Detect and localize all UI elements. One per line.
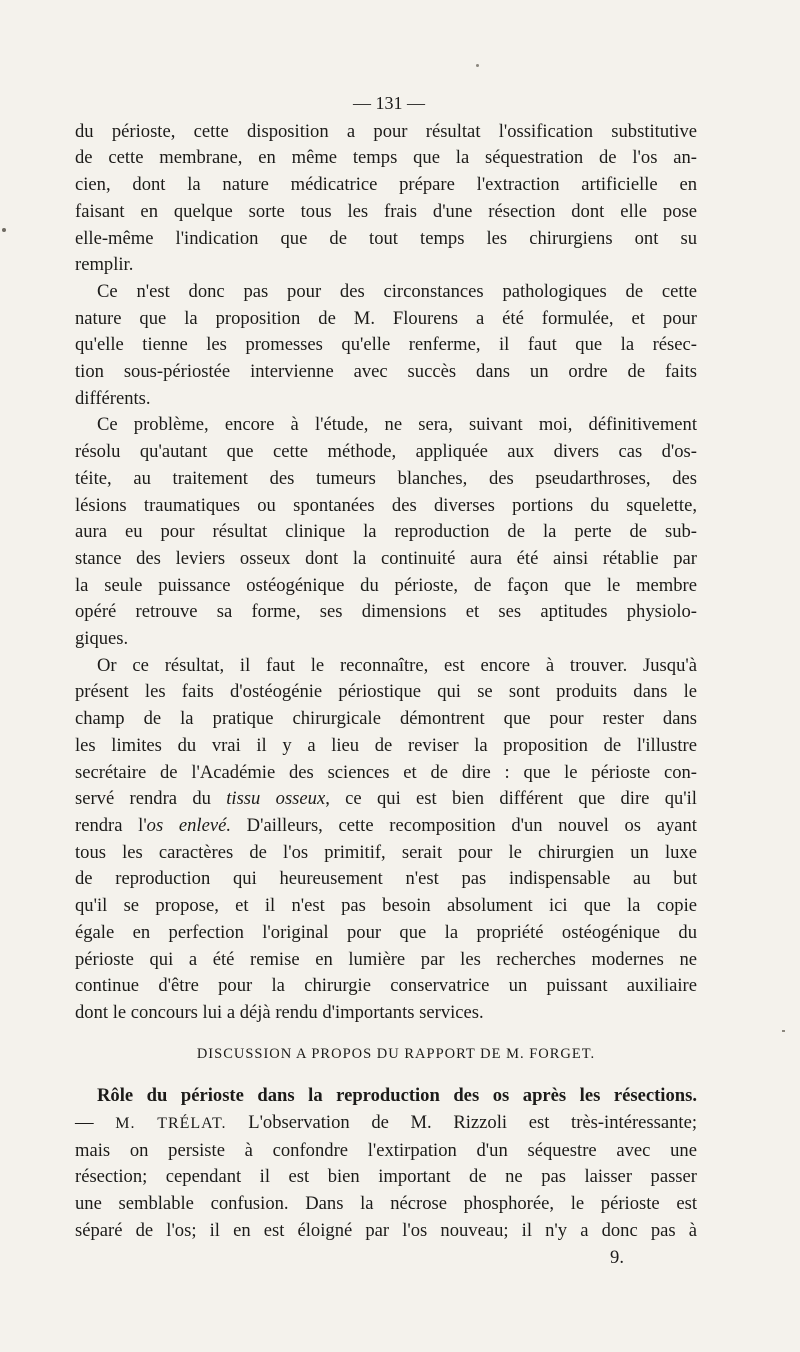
text-line: une semblable confusion. Dans la nécrose phosphorée, le périoste est: [75, 1193, 697, 1215]
text-run: rendra l': [75, 814, 147, 836]
text-line: opéré retrouve sa forme, ses dimensions et ses aptitudes physiolo-: [75, 601, 697, 623]
text-line: lésions traumatiques ou spontanées des diverses portions du squelette,: [75, 494, 697, 516]
text-line: égale en perfection l'original pour que la propriété ostéogénique du: [75, 921, 697, 943]
text-line: résection; cependant il est bien important de ne pas laisser passer: [75, 1166, 697, 1188]
speaker-name: M. TRÉLAT.: [115, 1115, 227, 1133]
text-line: les limites du vrai il y a lieu de reviser la proposition de l'illustre: [75, 734, 697, 756]
text-line: qu'elle tienne les promesses qu'elle renferme, il faut que la résec-: [75, 334, 697, 356]
text-line: tous les caractères de l'os primitif, serait pour le chirurgien un luxe: [75, 841, 697, 863]
margin-speck: [2, 228, 6, 232]
section-title: DISCUSSION A PROPOS DU RAPPORT DE M. FORGET.: [196, 1045, 596, 1062]
text-line: stance des leviers osseux dont la continuité aura été ainsi rétablie par: [75, 547, 697, 569]
text-line: cien, dont la nature médicatrice prépare l'extraction artificielle en: [75, 174, 697, 196]
italic-term: tissu osseux: [226, 788, 326, 810]
paragraph-1: [75, 119, 697, 279]
paragraph-3: [75, 412, 697, 652]
text-line: Or ce résultat, il faut le reconnaître, est encore à trouver. Jusqu'à: [97, 654, 697, 676]
text-run: D'ailleurs, cette recomposition d'un nouvel os ayant: [231, 814, 697, 836]
text-line: périoste qui a été remise en lumière par les recherches modernes ne: [75, 948, 697, 970]
text-line: de reproduction qui heureusement n'est pas indispensable au but: [75, 868, 697, 890]
text-line: Ce n'est donc pas pour des circonstances pathologiques de cette: [97, 280, 697, 302]
text-line: [75, 813, 697, 840]
text-line: secrétaire de l'Académie des sciences et de dire : que le périoste con-: [75, 761, 697, 783]
text-line: présent les faits d'ostéogénie périostique qui se sont produits dans le: [75, 681, 697, 703]
text-line: du périoste, cette disposition a pour résultat l'ossification substitutive: [75, 120, 697, 142]
text-line: séparé de l'os; il en est éloigné par l'os nouveau; il n'y a donc pas à: [75, 1219, 697, 1241]
text-line: la seule puissance ostéogénique du périoste, de façon que le membre: [75, 574, 697, 596]
paragraph-4: [75, 653, 697, 1027]
text-line: de cette membrane, en même temps que la séquestration de l'os an-: [75, 147, 697, 169]
subsection-heading: Rôle du périoste dans la reproduction des os après les résections.: [97, 1085, 697, 1107]
text-line: qu'il se propose, et il n'est pas besoin absolument ici que la copie: [75, 895, 697, 917]
text-line: [75, 1110, 697, 1138]
text-line: différents.: [75, 387, 151, 409]
text-line: aura eu pour résultat clinique la reproduction de la perte de sub-: [75, 521, 697, 543]
text-line: tion sous-périostée intervienne avec succès dans un ordre de faits: [75, 361, 697, 383]
text-line: remplir.: [75, 254, 134, 276]
text-line: giques.: [75, 628, 129, 650]
margin-speck: [782, 1030, 785, 1032]
text-line: continue d'être pour la chirurgie conservatrice un puissant auxiliaire: [75, 975, 697, 997]
text-line: faisant en quelque sorte tous les frais d'une résection dont elle pose: [75, 200, 697, 222]
signature-mark: 9.: [610, 1246, 624, 1268]
text-line: mais on persiste à confondre l'extirpation d'un séquestre avec une: [75, 1139, 697, 1161]
text-line: [75, 786, 697, 813]
text-run: L'observation de M. Rizzoli est très-intéressante;: [226, 1112, 697, 1134]
text-run: , ce qui est bien différent que dire qu'il: [325, 788, 697, 810]
text-line: téite, au traitement des tumeurs blanches, des pseudarthroses, des: [75, 467, 697, 489]
page-text: [75, 90, 697, 1271]
text-run: —: [75, 1112, 116, 1134]
margin-speck: [476, 64, 479, 67]
text-line: résolu qu'autant que cette méthode, appliquée aux divers cas d'os-: [75, 441, 697, 463]
text-line: Ce problème, encore à l'étude, ne sera, suivant moi, définitivement: [97, 414, 697, 436]
page-header: — 131 —: [353, 93, 425, 113]
paragraph-2: [75, 279, 697, 413]
text-line: dont le concours lui a déjà rendu d'importants services.: [75, 1001, 484, 1023]
text-line: elle-même l'indication que de tout temps les chirurgiens ont su: [75, 227, 697, 249]
text-line: nature que la proposition de M. Flourens a été formulée, et pour: [75, 307, 697, 329]
text-line: champ de la pratique chirurgicale démontrent que pour rester dans: [75, 708, 697, 730]
paragraph-5: [75, 1083, 697, 1244]
text-run: servé rendra du: [75, 788, 227, 810]
italic-term: os enlevé.: [146, 814, 231, 836]
